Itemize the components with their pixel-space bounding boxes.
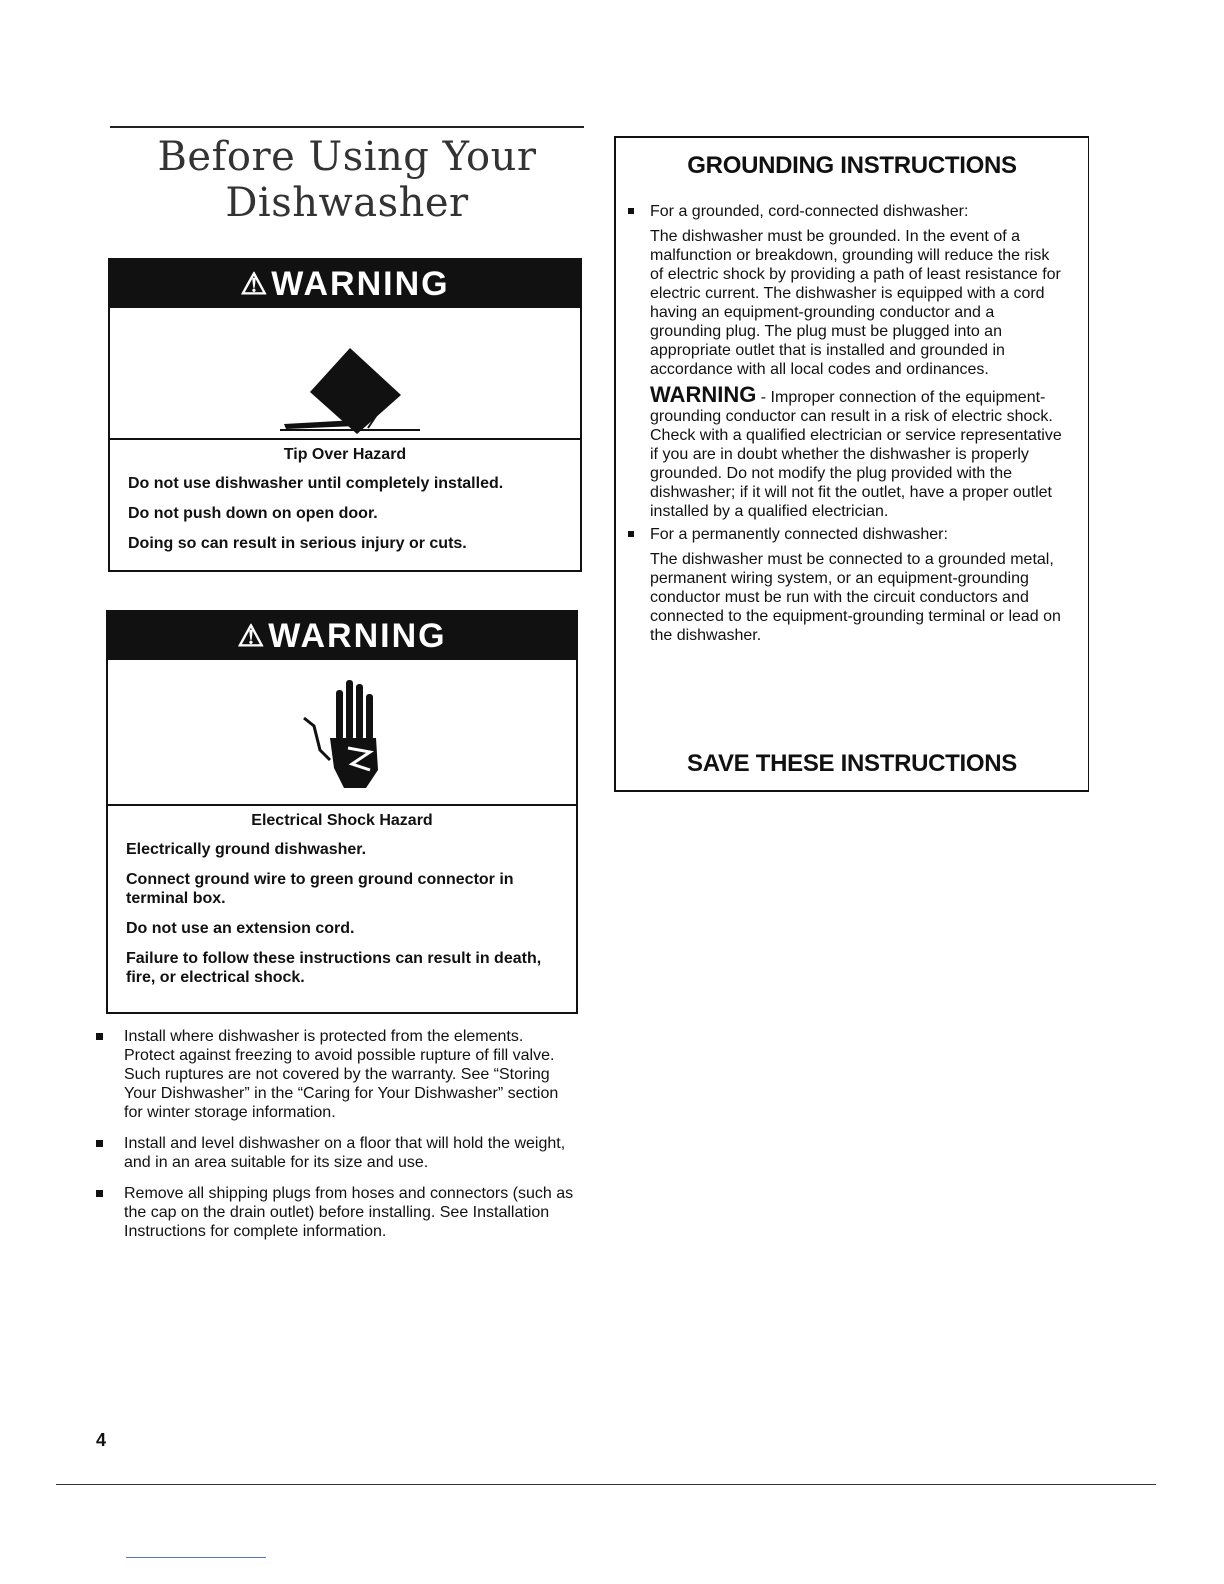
grounding-bullet-text: For a permanently connected dishwasher: xyxy=(650,526,948,543)
grounding-bullet xyxy=(626,202,1066,221)
page-title xyxy=(110,134,584,226)
list-item-text: Install where dishwasher is protected from the elements. Protect against freezing to avoid possible rupture of fill valve. Such ruptures are not covered by the warranty. See “Storing Your Dishwasher” in the “Caring for Your Dishwasher” section for winter storage information. xyxy=(124,1028,559,1121)
warning-line: Do not push down on open door. xyxy=(128,505,378,522)
list-item-text: Install and level dishwasher on a floor that will hold the weight, and in an area suitable for its size and use. xyxy=(124,1135,566,1171)
list-item xyxy=(96,1184,576,1241)
warning-banner xyxy=(108,612,576,660)
list-item-text: Remove all shipping plugs from hoses and connectors (such as the cap on the drain outlet) before installing. See Installation Instructions for complete information. xyxy=(124,1185,574,1240)
warning-banner-text: WARNING xyxy=(271,264,450,303)
footer-accent-rule xyxy=(126,1557,266,1558)
hazard-title: Electrical Shock Hazard xyxy=(251,812,433,829)
tip-over-icon xyxy=(110,308,580,438)
grounding-title: GROUNDING INSTRUCTIONS xyxy=(687,152,1017,179)
grounding-warning xyxy=(626,382,1066,521)
list-item xyxy=(96,1027,576,1122)
page-number: 4 xyxy=(96,1430,107,1450)
bullet-icon xyxy=(96,1033,103,1040)
title-rule xyxy=(110,126,584,128)
grounding-warning-text: - Improper connection of the equipment-grounding conductor can result in a risk of electric shock. Check with a qualified electrician or service representative if you are in doubt whether the dishwasher is properly grounded. Do not modify the plug provided with the dishwasher; if it will not fit the outlet, have a proper outlet installed by a qualified electrician. xyxy=(650,389,1062,520)
grounding-paragraph: The dishwasher must be grounded. In the event of a malfunction or breakdown, grounding will reduce the risk of electric shock by providing a path of least resistance for electric current. The dishwasher is equipped with a cord having an equipment-grounding conductor and a grounding plug. The plug must be plugged into an appropriate outlet that is installed and grounded in accordance with all local codes and ordinances. xyxy=(650,228,1061,378)
grounding-paragraph: The dishwasher must be connected to a grounded metal, permanent wiring system, or an equipment-grounding conductor must be run with the circuit conductors and connected to the equipment-grounding terminal or lead on the dishwasher. xyxy=(650,551,1061,644)
hazard-title: Tip Over Hazard xyxy=(283,446,407,463)
footer-rule xyxy=(56,1484,1156,1485)
tip-over-illustration-panel xyxy=(110,308,580,440)
warning-line: Doing so can result in serious injury or cuts. xyxy=(128,535,467,552)
save-instructions-heading: SAVE THESE INSTRUCTIONS xyxy=(686,750,1018,777)
warning-banner xyxy=(110,260,580,308)
warning-triangle-icon: ⚠ xyxy=(240,267,270,301)
grounding-bullet xyxy=(626,525,1066,544)
grounding-warning-head: WARNING xyxy=(650,382,757,407)
bullet-icon xyxy=(628,531,634,537)
electric-shock-illustration-panel xyxy=(108,660,576,806)
warning-line: Do not use an extension cord. xyxy=(126,920,355,937)
list-item xyxy=(96,1134,576,1172)
grounding-content xyxy=(626,202,1066,645)
warning-line: Do not use dishwasher until completely installed. xyxy=(128,475,504,492)
warning-line: Connect ground wire to green ground connector in terminal box. xyxy=(126,871,514,907)
page-title-line1: Before Using Your xyxy=(157,134,537,180)
bullet-icon xyxy=(96,1140,103,1147)
tip-over-warning-box xyxy=(108,258,582,572)
warning-triangle-icon: ⚠ xyxy=(237,619,267,653)
electric-shock-hand-icon xyxy=(108,660,576,804)
bullet-icon xyxy=(628,208,634,214)
page-title-line2: Dishwasher xyxy=(225,180,469,226)
grounding-instructions-box xyxy=(614,136,1089,792)
bullet-icon xyxy=(96,1190,103,1197)
warning-line: Failure to follow these instructions can result in death, fire, or electrical shock. xyxy=(126,950,542,986)
installation-notes-list xyxy=(96,1027,576,1253)
grounding-bullet-text: For a grounded, cord-connected dishwasher: xyxy=(650,203,969,220)
warning-line: Electrically ground dishwasher. xyxy=(126,841,367,858)
warning-banner-text: WARNING xyxy=(268,616,447,655)
electrical-shock-warning-box xyxy=(106,610,578,1014)
